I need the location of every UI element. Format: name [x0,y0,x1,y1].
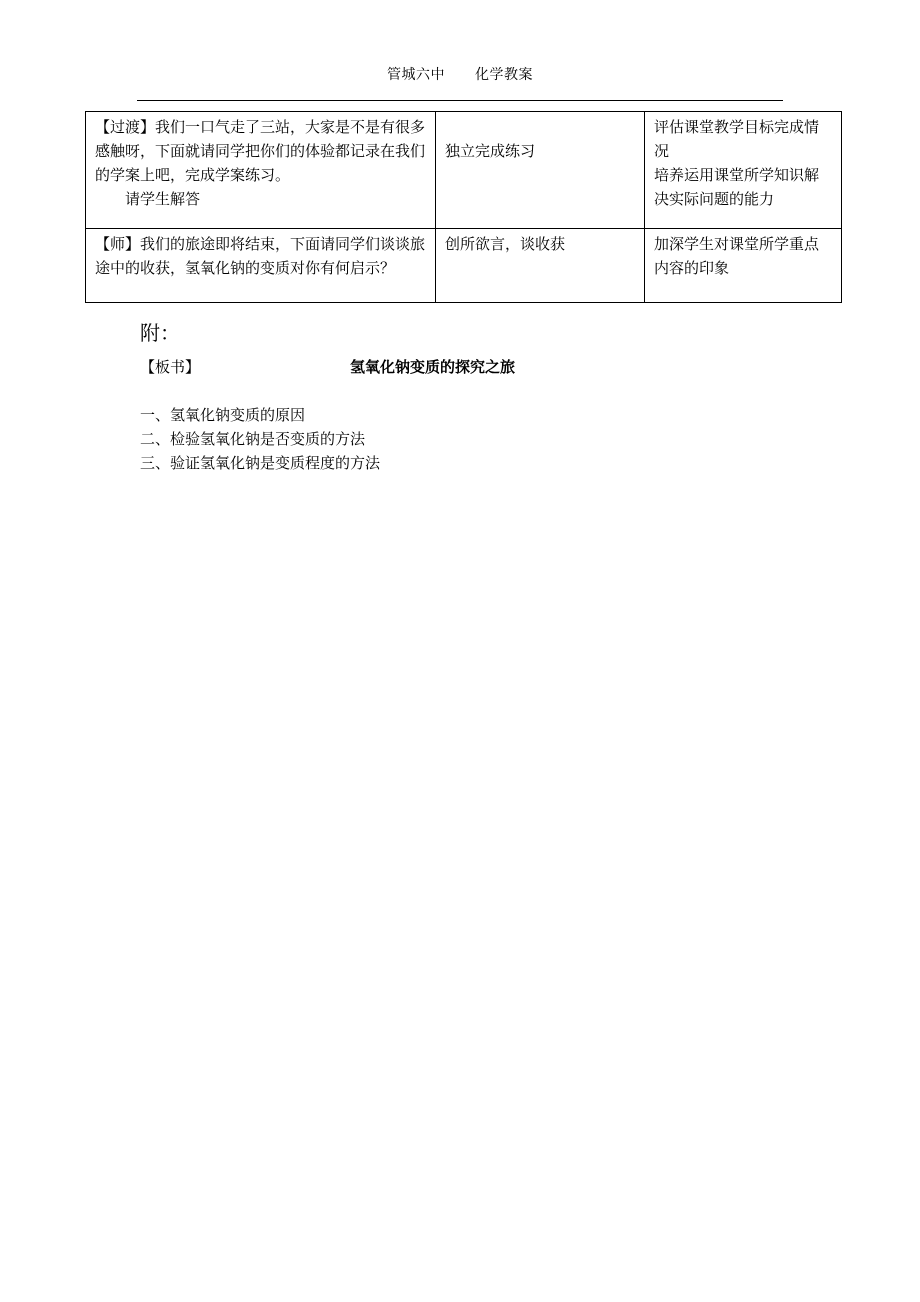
design-intent-line: 培养运用课堂所学知识解决实际问题的能力 [654,166,820,208]
appendix-heading: 附： [140,321,180,345]
design-intent-cell [645,112,842,229]
student-activity-cell [436,229,645,303]
board-outline [140,403,380,475]
list-item: 一、氢氧化钠变质的原因 [140,406,306,424]
header-divider [137,100,783,101]
teacher-activity-text: 【师】我们的旅途即将结束，下面请同学们谈谈旅途中的收获，氢氧化钠的变质对你有何启示？ [95,235,426,277]
page-header [0,64,920,84]
teacher-activity-extra: 请学生解答 [125,190,201,208]
design-intent-cell [645,229,842,303]
student-activity-text: 独立完成练习 [445,142,536,160]
list-item: 三、验证氢氧化钠是变质程度的方法 [140,454,381,472]
board-title: 氢氧化钠变质的探究之旅 [350,358,516,376]
student-activity-cell [436,112,645,229]
design-intent-line: 加深学生对课堂所学重点内容的印象 [654,235,820,277]
teacher-activity-cell [86,112,436,229]
lesson-plan-table [85,111,842,303]
header-school: 管城六中 [387,67,445,83]
table-row [86,112,842,229]
teacher-activity-cell [86,229,436,303]
board-label: 【板书】 [140,358,201,376]
header-subject: 化学教案 [475,67,533,83]
list-item: 二、检验氢氧化钠是否变质的方法 [140,430,366,448]
table-row [86,229,842,303]
student-activity-text: 创所欲言，谈收获 [445,235,566,253]
teacher-activity-text: 【过渡】我们一口气走了三站，大家是不是有很多感触呀，下面就请同学把你们的体验都记录在我们的学案上吧，完成学案练习。 [95,118,426,184]
design-intent-line: 评估课堂教学目标完成情况 [654,118,820,160]
